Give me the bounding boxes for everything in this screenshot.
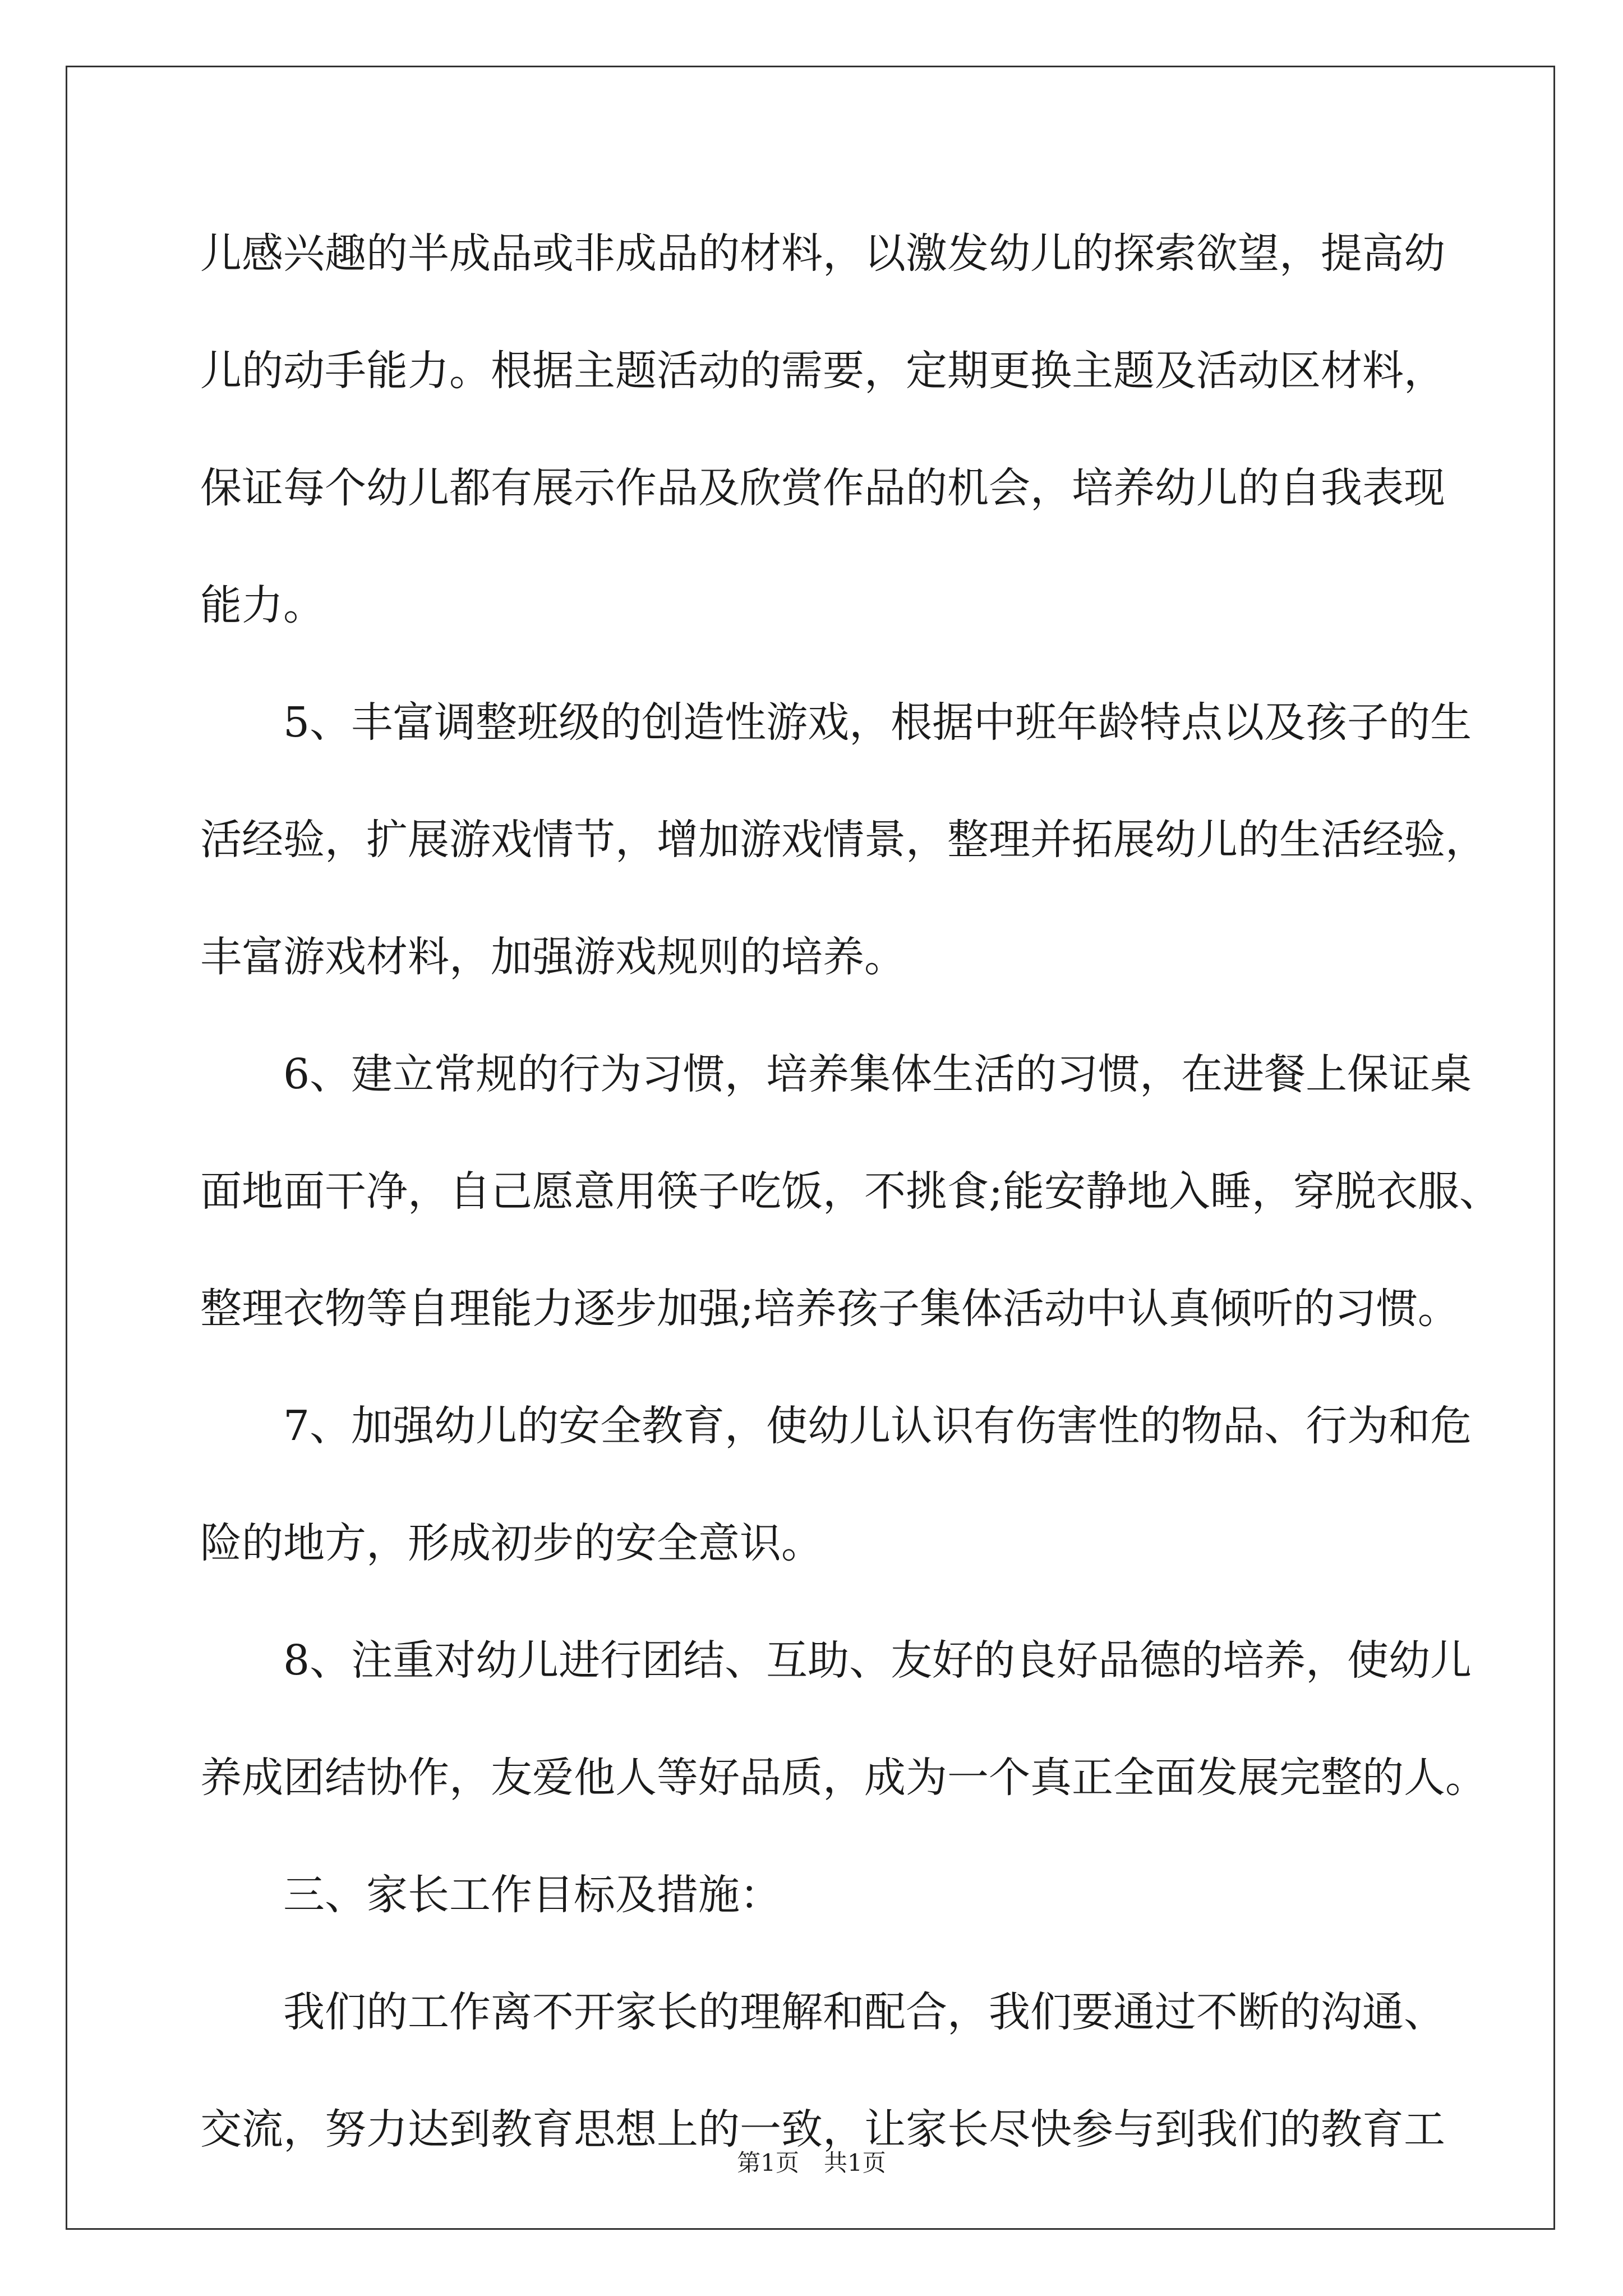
text-line-16: 我们的工作离不开家长的理解和配合，我们要通过不断的沟通、 xyxy=(283,1988,1445,2036)
page-footer xyxy=(0,2146,1623,2180)
text-line-8: 6、建立常规的行为习惯，培养集体生活的习惯，在进餐上保证桌 xyxy=(283,1050,1472,1098)
text-line-13: 8、注重对幼儿进行团结、互助、友好的良好品德的培养，使幼儿 xyxy=(283,1636,1472,1685)
document-body xyxy=(200,209,1501,2202)
text-line-10: 整理衣物等自理能力逐步加强;培养孩子集体活动中认真倾听的习惯。 xyxy=(200,1285,1459,1333)
text-line-2: 儿的动手能力。根据主题活动的需要，定期更换主题及活动区材料， xyxy=(200,347,1445,395)
text-line-7: 丰富游戏材料，加强游戏规则的培养。 xyxy=(200,933,906,981)
text-line-14: 养成团结协作，友爱他人等好品质，成为一个真正全面发展完整的人。 xyxy=(200,1754,1487,1802)
page-number-current: 第1页 xyxy=(737,2149,799,2177)
page-number-total: 共1页 xyxy=(824,2149,886,2177)
text-line-9: 面地面干净，自己愿意用筷子吃饭，不挑食;能安静地入睡，穿脱衣服、 xyxy=(200,1167,1501,1216)
section-heading: 三、家长工作目标及措施： xyxy=(283,1871,781,1919)
text-line-4: 能力。 xyxy=(200,581,325,629)
text-line-1: 儿感兴趣的半成品或非成品的材料，以激发幼儿的探索欲望，提高幼 xyxy=(200,229,1445,278)
text-line-6: 活经验，扩展游戏情节，增加游戏情景，整理并拓展幼儿的生活经验， xyxy=(200,816,1487,864)
text-line-11: 7、加强幼儿的安全教育，使幼儿认识有伤害性的物品、行为和危 xyxy=(283,1402,1472,1450)
text-line-5: 5、丰富调整班级的创造性游戏，根据中班年龄特点以及孩子的生 xyxy=(283,698,1472,747)
text-line-17: 交流，努力达到教育思想上的一致，让家长尽快参与到我们的教育工 xyxy=(200,2105,1445,2154)
text-line-3: 保证每个幼儿都有展示作品及欣赏作品的机会，培养幼儿的自我表现 xyxy=(200,464,1445,512)
text-line-12: 险的地方，形成初步的安全意识。 xyxy=(200,1519,823,1567)
